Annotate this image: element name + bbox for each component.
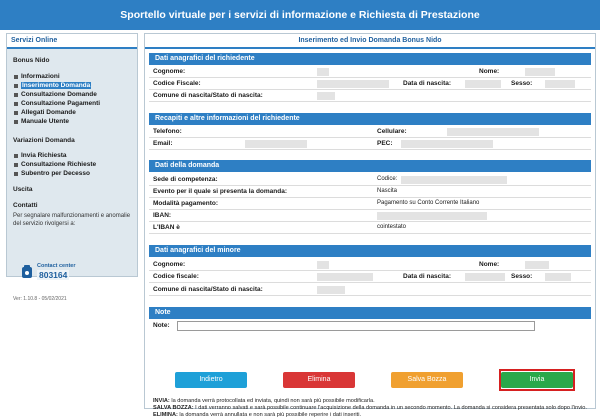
sidebar-title: Servizi Online	[7, 34, 137, 49]
sidebar-item-label: Informazioni	[21, 73, 60, 80]
applicant-row-1	[149, 67, 591, 78]
sidebar-item-label: Consultazione Richieste	[21, 161, 97, 168]
phone-icon	[21, 265, 33, 279]
sidebar	[6, 33, 138, 302]
minor-birth-place-label: Comune di nascita/Stato di nascita:	[153, 286, 263, 293]
minor-fiscal-code-value	[317, 273, 373, 281]
request-row-iban	[149, 211, 591, 222]
minor-row-1	[149, 260, 591, 271]
contacts-pec-label: PEC:	[377, 140, 393, 147]
contacts-phone-label: Telefono:	[153, 128, 182, 135]
applicant-surname-label: Cognome:	[153, 68, 186, 75]
legend-save-text: I dati verranno salvati e sarà possibile continuare l'acquisizione della domanda in un secondo momento. La domanda si considera presentata solo dopo l'invio.	[193, 405, 587, 411]
contact-center-label: Contact center	[37, 263, 76, 269]
request-row-iban-type	[149, 223, 591, 234]
request-row-event	[149, 187, 591, 198]
minor-row-3	[149, 285, 591, 296]
contacts-row-1	[149, 127, 591, 138]
section-contacts: Recapiti e altre informazioni del richiedente	[149, 113, 591, 125]
applicant-surname-value	[317, 68, 329, 76]
minor-row-2	[149, 272, 591, 283]
notes-label: Note:	[153, 322, 170, 329]
applicant-birth-place-value	[317, 92, 335, 100]
legend-delete-text: la domanda verrà annullata e non sarà più possibile reperire i dati inseriti.	[177, 412, 362, 418]
legend-save-key: SALVA BOZZA:	[153, 405, 194, 411]
minor-birth-date-value	[465, 273, 505, 281]
applicant-name-label: Nome:	[479, 68, 500, 75]
sidebar-item-label: Consultazione Pagamenti	[21, 100, 101, 107]
applicant-sex-value	[545, 80, 575, 88]
request-row-payment	[149, 199, 591, 210]
contacts-pec-value	[401, 140, 493, 148]
sidebar-item-subentro-decesso[interactable]	[21, 170, 90, 177]
sidebar-item-label: Subentro per Decesso	[21, 170, 90, 177]
section-request: Dati della domanda	[149, 160, 591, 172]
applicant-fiscal-code-value	[317, 80, 389, 88]
sidebar-item-label: Manuale Utente	[21, 118, 70, 125]
section-notes: Note	[149, 307, 591, 319]
page-title: Sportello virtuale per i servizi di informazione e Richiesta di Prestazione	[120, 9, 480, 21]
minor-surname-value	[317, 261, 329, 269]
contact-center-number: 803164	[39, 270, 68, 280]
minor-surname-label: Cognome:	[153, 261, 186, 268]
minor-birth-date-label: Data di nascita:	[403, 273, 452, 280]
request-iban-label: IBAN:	[153, 212, 172, 219]
contacts-mobile-label: Cellulare:	[377, 128, 407, 135]
save-draft-button[interactable]: Salva Bozza	[391, 372, 463, 388]
sidebar-group-variazioni: Variazioni Domanda	[13, 137, 75, 144]
version-label: Ver: 1.10.8 - 05/02/2021	[13, 296, 67, 302]
legend-send-text: la domanda verrà protocollata ed inviata, quindi non sarà più possibile modificarla.	[169, 398, 375, 404]
contacts-email-value	[245, 140, 307, 148]
sidebar-item-invia-richiesta[interactable]	[21, 152, 67, 159]
sidebar-item-manuale-utente[interactable]	[21, 118, 69, 125]
applicant-birth-date-label: Data di nascita:	[403, 80, 452, 87]
applicant-row-3	[149, 91, 591, 102]
request-code-value	[401, 176, 507, 184]
legend-send-key: INVIA:	[153, 398, 170, 404]
delete-button[interactable]: Elimina	[283, 372, 355, 388]
legend-delete-key: ELIMINA:	[153, 412, 178, 418]
main-title: Inserimento ed Invio Domanda Bonus Nido	[145, 34, 595, 49]
sidebar-item-label: Inserimento Domanda	[22, 82, 91, 89]
minor-fiscal-code-label: Codice fiscale:	[153, 273, 199, 280]
contacts-email-label: Email:	[153, 140, 173, 147]
notes-row	[149, 321, 591, 331]
applicant-sex-label: Sesso:	[511, 80, 533, 87]
notes-input[interactable]	[177, 321, 535, 331]
minor-sex-label: Sesso:	[511, 273, 533, 280]
request-code-label: Codice:	[377, 176, 398, 182]
sidebar-group-bonus-nido: Bonus Nido	[13, 57, 50, 64]
minor-name-label: Nome:	[479, 261, 500, 268]
applicant-birth-place-label: Comune di nascita/Stato di nascita:	[153, 92, 263, 99]
sidebar-item-informazioni[interactable]	[21, 73, 60, 80]
back-button[interactable]: Indietro	[175, 372, 247, 388]
sidebar-item-label: Consultazione Domande	[21, 91, 97, 98]
request-row-seat	[149, 175, 591, 186]
sidebar-exit-link[interactable]: Uscita	[13, 186, 33, 193]
request-event-value: Nascita	[377, 188, 398, 194]
section-minor: Dati anagrafici del minore	[149, 245, 591, 257]
request-iban-is-value: cointestato	[377, 224, 407, 230]
contacts-mobile-value	[447, 128, 539, 136]
sidebar-item-consultazione-domande[interactable]	[21, 91, 97, 98]
sidebar-item-consultazione-richieste[interactable]	[21, 161, 96, 168]
applicant-row-2	[149, 79, 591, 90]
request-payment-value: Pagamento su Conto Corrente Italiano	[377, 200, 480, 206]
section-applicant: Dati anagrafici del richiedente	[149, 53, 591, 65]
minor-birth-place-value	[317, 286, 345, 294]
sidebar-contacts-text: Per segnalare malfunzionamenti e anomalie del servizio rivolgersi a:	[13, 213, 131, 227]
request-payment-label: Modalità pagamento:	[153, 200, 219, 207]
sidebar-item-inserimento-domanda[interactable]	[21, 82, 91, 89]
minor-sex-value	[545, 273, 571, 281]
request-iban-value	[377, 212, 487, 220]
request-iban-is-label: L'IBAN è	[153, 224, 180, 231]
request-seat-label: Sede di competenza:	[153, 176, 218, 183]
main-panel	[144, 33, 596, 418]
sidebar-item-consultazione-pagamenti[interactable]	[21, 100, 100, 107]
page-header	[0, 0, 600, 30]
sidebar-item-label: Allegati Domande	[21, 109, 76, 116]
applicant-name-value	[525, 68, 555, 76]
applicant-birth-date-value	[465, 80, 501, 88]
sidebar-item-label: Invia Richiesta	[21, 152, 67, 159]
sidebar-item-allegati-domande[interactable]	[21, 109, 76, 116]
sidebar-contacts-heading: Contatti	[13, 202, 38, 209]
minor-name-value	[525, 261, 549, 269]
request-event-label: Evento per il quale si presenta la domanda:	[153, 188, 288, 195]
send-button[interactable]: Invia	[501, 372, 573, 388]
contacts-row-2	[149, 139, 591, 150]
actions-legend	[153, 398, 593, 419]
applicant-fiscal-code-label: Codice Fiscale:	[153, 80, 201, 87]
contact-center	[21, 262, 75, 284]
send-button-highlight	[499, 369, 575, 391]
